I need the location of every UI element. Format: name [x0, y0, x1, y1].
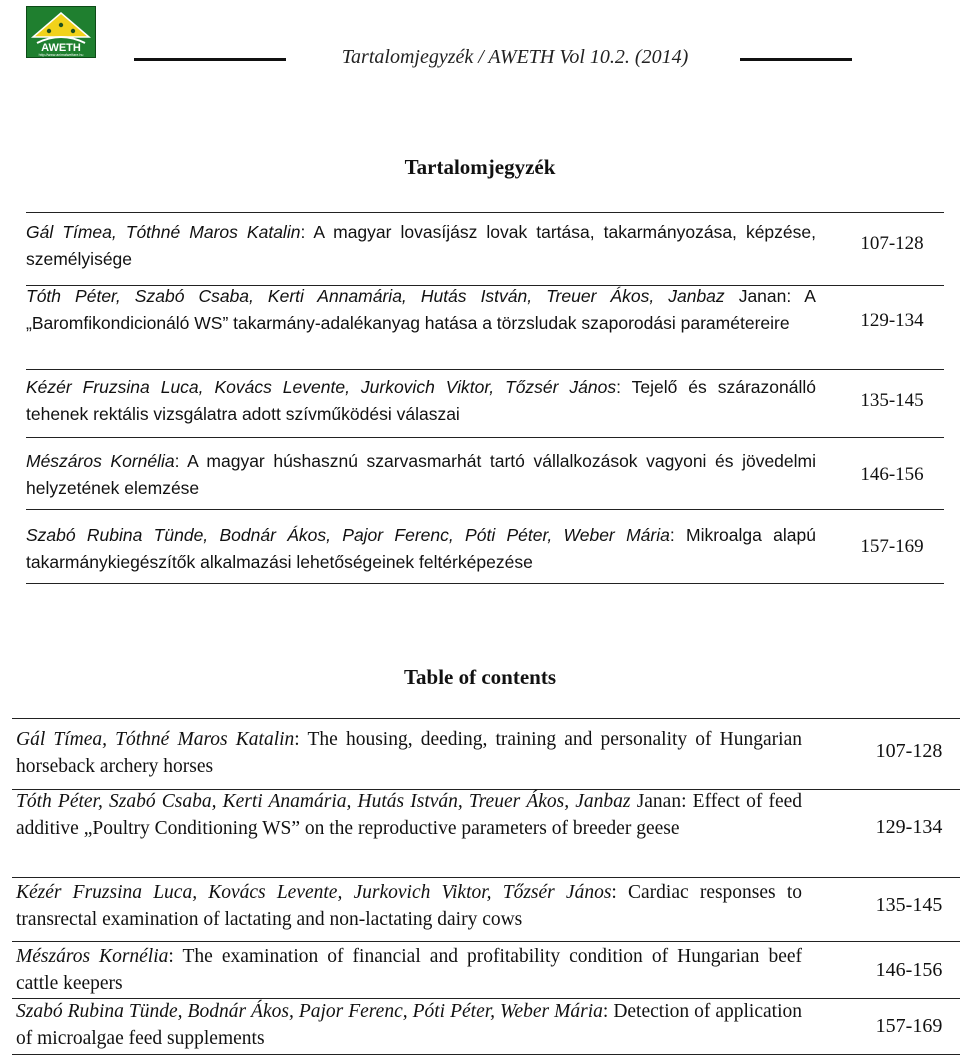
toc-row: [12, 942, 960, 999]
entry-authors: Mészáros Kornélia: [16, 946, 169, 967]
entry-title: Cardiac responses to transrectal examination of lactating and non-lactating dairy cows: [16, 882, 802, 930]
entry-pages: 146-156: [860, 464, 924, 485]
entry-text: [16, 999, 802, 1052]
entry-title: Mikroalga alapú takarmánykiegészítők alkalmazási lehetőségeinek feltérképezése: [26, 525, 816, 572]
entry-sep: :: [611, 882, 629, 903]
entry-pages: 107-128: [860, 233, 924, 254]
entry-sep: [725, 286, 739, 306]
entry-sep: :: [294, 729, 308, 750]
entry-text: [16, 727, 802, 780]
toc-row: [26, 438, 944, 510]
toc-row: [26, 510, 944, 584]
entry-authors: Kézér Fruzsina Luca, Kovács Levente, Jurkovich Viktor, Tőzsér János: [26, 377, 617, 397]
entry-pages: 129-134: [875, 816, 943, 838]
en-toc-title: Table of contents: [403, 665, 557, 689]
aweth-logo-graphic: [27, 7, 95, 57]
logo-caption: http://www.animalwelfare.hu: [38, 53, 84, 57]
toc-row: [12, 878, 960, 942]
entry-authors: Tóth Péter, Szabó Csaba, Kerti Annamária, Hutás István, Treuer Ákos, Janbaz: [26, 286, 725, 306]
header-rule-right: [740, 58, 852, 61]
toc-row: [26, 370, 944, 438]
entry-text: [16, 880, 802, 933]
entry-title: The examination of financial and profitability condition of Hungarian beef cattle keepers: [16, 946, 802, 994]
entry-authors: Gál Tímea, Tóthné Maros Katalin: [26, 222, 301, 242]
entry-authors: Gál Tímea, Tóthné Maros Katalin: [16, 729, 295, 750]
entry-title: A magyar húshasznú szarvasmarhát tartó vállalkozások vagyoni és jövedelmi helyzetének elemzése: [26, 451, 817, 498]
entry-sep: :: [669, 525, 686, 545]
entry-title: A magyar lovasíjász lovak tartása, takarmányozása, képzése, személyisége: [26, 222, 816, 269]
entry-text: [26, 522, 816, 576]
entry-title: The housing, deeding, training and personality of Hungarian horseback archery horses: [16, 729, 802, 777]
entry-pages: 135-145: [875, 894, 943, 916]
toc-row: [26, 212, 944, 286]
entry-pages: 135-145: [860, 390, 924, 411]
toc-row: [12, 999, 960, 1055]
entry-title: Detection of application of microalgae feed supplements: [16, 1001, 802, 1049]
header-rule-left: [134, 58, 286, 61]
entry-pages: 107-128: [875, 740, 943, 762]
entry-text: [26, 283, 816, 337]
hu-toc-title: Tartalomjegyzék: [404, 155, 556, 179]
toc-row: [12, 718, 960, 790]
entry-text: [16, 789, 802, 842]
entry-authors: Szabó Rubina Tünde, Bodnár Ákos, Pajor Ferenc, Póti Péter, Weber Mária: [26, 525, 670, 545]
entry-pages: 146-156: [875, 959, 943, 981]
entry-pages: 157-169: [875, 1015, 943, 1037]
entry-sep: :: [616, 377, 632, 397]
entry-pages: 157-169: [860, 536, 924, 557]
entry-sep: :: [168, 946, 183, 967]
toc-row: [12, 790, 960, 878]
entry-sep: :: [602, 1001, 614, 1022]
running-header: Tartalomjegyzék / AWETH Vol 10.2. (2014): [341, 46, 689, 68]
entry-text: [26, 219, 816, 273]
entry-text: [26, 448, 816, 502]
entry-sep: :: [300, 222, 314, 242]
entry-sep: :: [174, 451, 188, 471]
entry-authors: Szabó Rubina Tünde, Bodnár Ákos, Pajor Ferenc, Póti Péter, Weber Mária: [16, 1001, 603, 1022]
entry-pages: 129-134: [860, 310, 924, 331]
aweth-logo: [26, 6, 96, 58]
logo-text: AWETH: [41, 42, 81, 54]
entry-authors: Kézér Fruzsina Luca, Kovács Levente, Jurkovich Viktor, Tőzsér János: [16, 882, 612, 903]
entry-text: [26, 374, 816, 428]
entry-authors: Mészáros Kornélia: [26, 451, 175, 471]
entry-authors: Tóth Péter, Szabó Csaba, Kerti Anamária, Hutás István, Treuer Ákos, Janbaz: [16, 791, 631, 812]
entry-title: Janan: A „Baromfikondicionáló WS” takarmány-adalékanyag hatása a törzsludak szaporodási paramétereire: [26, 286, 816, 333]
entry-title: Janan: Effect of feed additive „Poultry Conditioning WS” on the reproductive parameters of breeder geese: [16, 791, 803, 839]
entry-text: [16, 944, 802, 997]
toc-row: [26, 286, 944, 370]
entry-title: Tejelő és szárazonálló tehenek rektális vizsgálatra adott szívműködési válaszai: [26, 377, 816, 424]
